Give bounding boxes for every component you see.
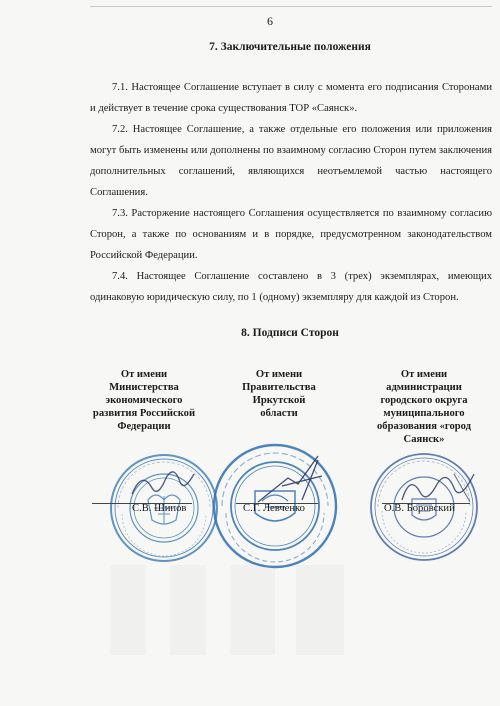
page-top-border bbox=[90, 6, 492, 7]
irkutsk-signatory-name: С.Г. Левченко bbox=[243, 503, 305, 514]
irkutsk-signature-graphic bbox=[252, 450, 332, 510]
paragraph-7-1: 7.1. Настоящее Соглашение вступает в силу с момента его подписания Сторонами и действует в течение срока существования ТОР «Саянск». bbox=[90, 82, 492, 114]
paragraph-7-2: 7.2. Настоящее Соглашение, а также отдельные его положения или приложения могут быть изменены или дополнены по взаимному согласию Сторон путем заключения дополнительных соглашений, являющихся неотъемлемой частью настоящего Соглашения. bbox=[90, 124, 492, 198]
bleed-through-shadow bbox=[110, 565, 410, 655]
signatory-irkutsk-title: От имени Правительства Иркутской области bbox=[242, 369, 316, 419]
paragraph-7-3: 7.3. Расторжение настоящего Соглашения осуществляется по взаимному согласию Сторон, а также по основаниям и в порядке, предусмотренном законодательством Российской Федерации. bbox=[90, 208, 492, 261]
page-number: 6 bbox=[267, 14, 273, 28]
ministry-signatory-name: С.В. Шипов bbox=[132, 503, 187, 514]
section-7-heading: 7. Заключительные положения bbox=[209, 41, 371, 53]
ministry-signature-graphic bbox=[128, 464, 198, 504]
sayansk-signatory-name: О.В. Боровский bbox=[384, 503, 455, 514]
signatory-ministry-title: От имени Министерства экономического развития Российской Федерации bbox=[92, 369, 196, 432]
section-8-heading: 8. Подписи Сторон bbox=[241, 327, 339, 339]
paragraph-7-4: 7.4. Настоящее Соглашение составлено в 3 (трех) экземплярах, имеющих одинаковую юридическую силу, по 1 (одному) экземпляру для каждой из Сторон. bbox=[90, 271, 492, 303]
signatory-sayansk-title: От имени администрации городского округа муниципального образования «город Саянск» bbox=[377, 369, 471, 445]
